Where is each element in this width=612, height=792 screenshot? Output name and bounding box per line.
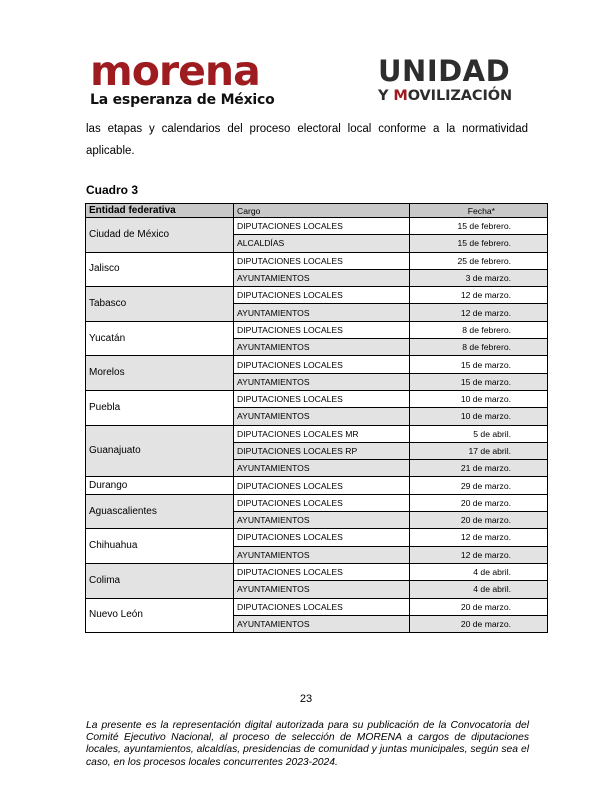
fecha-cell: 12 de marzo. (410, 304, 548, 321)
cargo-cell: DIPUTACIONES LOCALES (234, 477, 410, 494)
fecha-cell: 25 de febrero. (410, 252, 548, 269)
entidad-cell: Ciudad de México (86, 218, 234, 253)
unidad-movilizacion-logo (378, 56, 538, 104)
calendar-table-body (86, 204, 548, 633)
fecha-cell: 20 de marzo. (410, 615, 548, 632)
fecha-cell: 29 de marzo. (410, 477, 548, 494)
header-cargo: Cargo (234, 204, 410, 218)
fecha-cell: 10 de marzo. (410, 408, 548, 425)
fecha-cell: 15 de febrero. (410, 218, 548, 235)
cargo-cell: DIPUTACIONES LOCALES MR (234, 425, 410, 442)
table-caption: Cuadro 3 (86, 183, 139, 197)
table-row (86, 598, 548, 615)
cargo-cell: AYUNTAMIENTOS (234, 512, 410, 529)
fecha-cell: 17 de abril. (410, 442, 548, 459)
table-row (86, 321, 548, 338)
fecha-cell: 12 de marzo. (410, 546, 548, 563)
unidad-logo-y: Y (378, 88, 394, 104)
table-row (86, 356, 548, 373)
table-row (86, 563, 548, 580)
unidad-logo-line2 (378, 88, 538, 104)
entidad-cell: Nuevo León (86, 598, 234, 633)
table-row (86, 494, 548, 511)
entidad-cell: Aguascalientes (86, 494, 234, 529)
table-row (86, 287, 548, 304)
header-entidad: Entidad federativa (86, 204, 234, 218)
entidad-cell: Jalisco (86, 252, 234, 287)
table-row (86, 477, 548, 494)
footer-note: La presente es la representación digital autorizada para su publicación de la Convocatoria del Comité Ejecutivo Nacional, al proceso de selección de MORENA a cargos de diputaciones locales, ayuntamientos, alcaldías, presidencias de comunidad y juntas municipales, según sea el caso, en los procesos locales concurrentes 2023-2024. (86, 720, 529, 768)
unidad-logo-line1: UNIDAD (378, 54, 511, 88)
fecha-cell: 4 de abril. (410, 563, 548, 580)
fecha-cell: 8 de febrero. (410, 339, 548, 356)
cargo-cell: DIPUTACIONES LOCALES RP (234, 442, 410, 459)
cargo-cell: DIPUTACIONES LOCALES (234, 390, 410, 407)
cargo-cell: DIPUTACIONES LOCALES (234, 218, 410, 235)
cargo-cell: DIPUTACIONES LOCALES (234, 356, 410, 373)
fecha-cell: 5 de abril. (410, 425, 548, 442)
header-fecha: Fecha* (410, 204, 548, 218)
cargo-cell: ALCALDÍAS (234, 235, 410, 252)
entidad-cell: Guanajuato (86, 425, 234, 477)
unidad-logo-m: M (393, 88, 408, 104)
cargo-cell: DIPUTACIONES LOCALES (234, 321, 410, 338)
cargo-cell: DIPUTACIONES LOCALES (234, 598, 410, 615)
fecha-cell: 4 de abril. (410, 581, 548, 598)
table-row (86, 218, 548, 235)
fecha-cell: 20 de marzo. (410, 512, 548, 529)
cargo-cell: AYUNTAMIENTOS (234, 373, 410, 390)
morena-logo (90, 47, 280, 108)
cargo-cell: DIPUTACIONES LOCALES (234, 252, 410, 269)
cargo-cell: DIPUTACIONES LOCALES (234, 529, 410, 546)
unidad-logo-rest: OVILIZACIÓN (407, 88, 513, 104)
cargo-cell: AYUNTAMIENTOS (234, 546, 410, 563)
fecha-cell: 15 de marzo. (410, 373, 548, 390)
cargo-cell: AYUNTAMIENTOS (234, 460, 410, 477)
cargo-cell: AYUNTAMIENTOS (234, 408, 410, 425)
entidad-cell: Durango (86, 477, 234, 494)
entidad-cell: Puebla (86, 390, 234, 425)
fecha-cell: 15 de febrero. (410, 235, 548, 252)
table-row (86, 390, 548, 407)
cargo-cell: DIPUTACIONES LOCALES (234, 563, 410, 580)
cargo-cell: AYUNTAMIENTOS (234, 339, 410, 356)
intro-paragraph: las etapas y calendarios del proceso electoral local conforme a la normatividad aplicable. (86, 123, 528, 157)
entidad-cell: Colima (86, 563, 234, 598)
page-number: 23 (299, 693, 313, 705)
entidad-cell: Chihuahua (86, 529, 234, 564)
morena-logo-tagline: La esperanza de México (90, 92, 275, 108)
cargo-cell: DIPUTACIONES LOCALES (234, 287, 410, 304)
fecha-cell: 3 de marzo. (410, 269, 548, 286)
cargo-cell: AYUNTAMIENTOS (234, 304, 410, 321)
fecha-cell: 10 de marzo. (410, 390, 548, 407)
fecha-cell: 12 de marzo. (410, 529, 548, 546)
fecha-cell: 15 de marzo. (410, 356, 548, 373)
fecha-cell: 21 de marzo. (410, 460, 548, 477)
entidad-cell: Morelos (86, 356, 234, 391)
cargo-cell: DIPUTACIONES LOCALES (234, 494, 410, 511)
cargo-cell: AYUNTAMIENTOS (234, 581, 410, 598)
morena-logo-word: morena (90, 47, 260, 95)
fecha-cell: 20 de marzo. (410, 598, 548, 615)
fecha-cell: 20 de marzo. (410, 494, 548, 511)
calendar-table (85, 203, 548, 633)
fecha-cell: 12 de marzo. (410, 287, 548, 304)
entidad-cell: Tabasco (86, 287, 234, 322)
table-header-row (86, 204, 548, 218)
entidad-cell: Yucatán (86, 321, 234, 356)
cargo-cell: AYUNTAMIENTOS (234, 269, 410, 286)
table-row (86, 529, 548, 546)
table-row (86, 425, 548, 442)
cargo-cell: AYUNTAMIENTOS (234, 615, 410, 632)
fecha-cell: 8 de febrero. (410, 321, 548, 338)
table-row (86, 252, 548, 269)
